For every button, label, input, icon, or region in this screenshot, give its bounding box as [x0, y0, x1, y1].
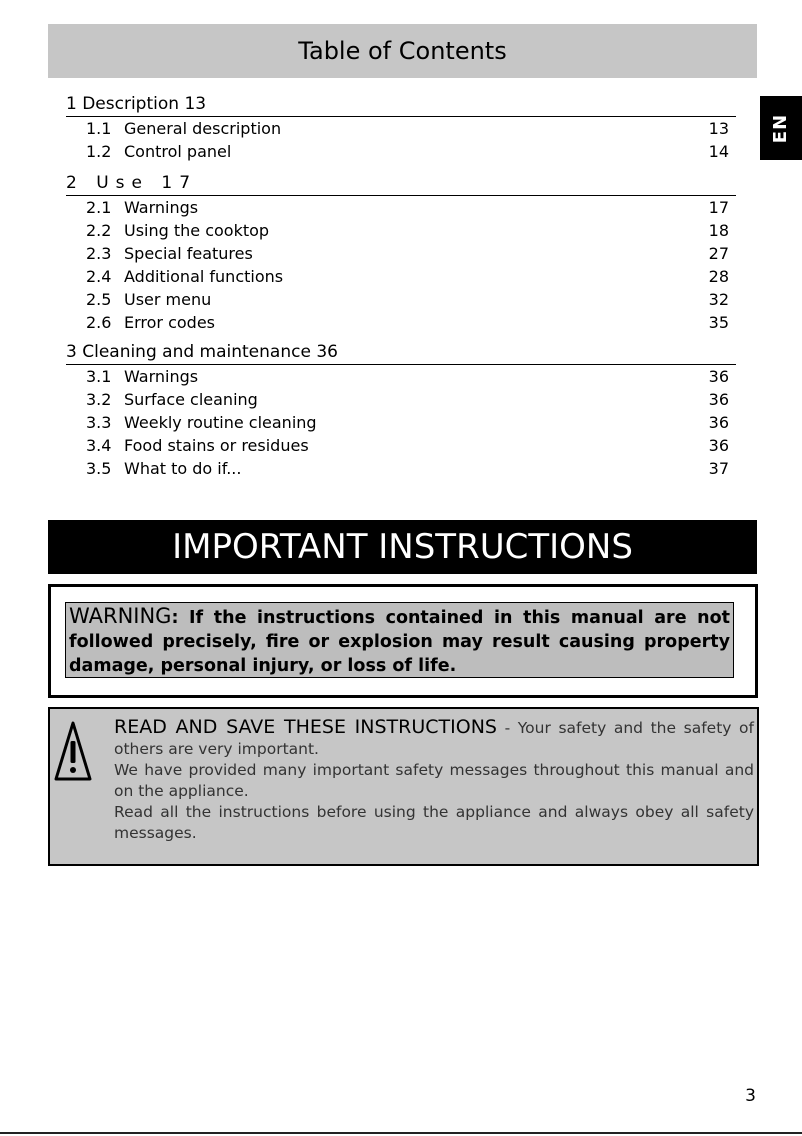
safety-line-2: We have provided many important safety messages throughout this manual and on the appliance. — [114, 761, 754, 800]
chapter-title[interactable]: 1 Description 13 — [66, 92, 736, 117]
entry-number: 2.5 — [86, 290, 112, 309]
important-instructions-banner: IMPORTANT INSTRUCTIONS — [48, 520, 757, 574]
entry-number: 3.3 — [86, 413, 112, 432]
toc-entry[interactable] — [66, 388, 736, 411]
table-of-contents — [66, 92, 736, 480]
toc-entry[interactable] — [66, 265, 736, 288]
entry-page: 13 — [708, 119, 729, 138]
entry-page: 37 — [708, 459, 729, 478]
entry-page: 28 — [708, 267, 729, 286]
toc-entry[interactable] — [66, 117, 736, 140]
entry-page: 17 — [708, 198, 729, 217]
entry-page: 35 — [708, 313, 729, 332]
entry-page: 36 — [708, 413, 729, 432]
entry-label: Surface cleaning — [124, 390, 258, 409]
entry-label: Control panel — [124, 142, 232, 161]
entry-number: 2.2 — [86, 221, 112, 240]
entry-label: Error codes — [124, 313, 216, 332]
entry-label: Food stains or residues — [124, 436, 309, 455]
safety-heading: READ AND SAVE THESE INSTRUCTIONS — [114, 716, 497, 738]
toc-entry[interactable] — [66, 434, 736, 457]
safety-paragraph — [114, 717, 754, 760]
entry-number: 1.1 — [86, 119, 112, 138]
safety-line-3: Read all the instructions before using the appliance and always obey all safety messages. — [114, 803, 754, 842]
chapter-title[interactable]: 3 Cleaning and maintenance 36 — [66, 340, 736, 365]
safety-notice — [48, 707, 759, 866]
safety-intro: - Your safety and the safety of others are very important. — [114, 719, 754, 758]
entry-page: 18 — [708, 221, 729, 240]
toc-entry[interactable] — [66, 196, 736, 219]
warning-triangle-icon — [54, 721, 92, 781]
entry-number: 2.4 — [86, 267, 112, 286]
entry-page: 36 — [708, 367, 729, 386]
toc-entry[interactable] — [66, 311, 736, 334]
entry-number: 3.5 — [86, 459, 112, 478]
entry-number: 2.3 — [86, 244, 112, 263]
entry-page: 36 — [708, 436, 729, 455]
toc-title: Table of Contents — [48, 24, 757, 78]
toc-entry[interactable] — [66, 242, 736, 265]
entry-number: 1.2 — [86, 142, 112, 161]
warning-text: : If the instructions contained in this manual are not followed precisely, fire or explosion may result causing property damage, personal injury, or loss of life. — [69, 608, 730, 676]
entry-label: User menu — [124, 290, 212, 309]
entry-label: Using the cooktop — [124, 221, 270, 240]
toc-entry[interactable] — [66, 140, 736, 163]
entry-label: Warnings — [124, 198, 199, 217]
warning-message — [65, 602, 734, 678]
entry-label: What to do if... — [124, 459, 242, 478]
entry-label: Special features — [124, 244, 253, 263]
toc-chapter-2 — [66, 171, 736, 334]
entry-page: 27 — [708, 244, 729, 263]
entry-number: 3.1 — [86, 367, 112, 386]
toc-entry[interactable] — [66, 411, 736, 434]
entry-label: Warnings — [124, 367, 199, 386]
entry-number: 3.4 — [86, 436, 112, 455]
entry-label: General description — [124, 119, 282, 138]
warning-box — [48, 584, 758, 698]
entry-label: Additional functions — [124, 267, 284, 286]
entry-page: 32 — [708, 290, 729, 309]
entry-label: Weekly routine cleaning — [124, 413, 317, 432]
toc-entry[interactable] — [66, 219, 736, 242]
warning-lead: WARNING — [69, 604, 172, 628]
toc-entry[interactable] — [66, 288, 736, 311]
toc-entry[interactable] — [66, 457, 736, 480]
bottom-rule — [0, 1132, 802, 1134]
toc-chapter-1 — [66, 92, 736, 163]
entry-number: 2.1 — [86, 198, 112, 217]
toc-entry[interactable] — [66, 365, 736, 388]
toc-chapter-3 — [66, 340, 736, 480]
entry-number: 3.2 — [86, 390, 112, 409]
entry-page: 36 — [708, 390, 729, 409]
entry-number: 2.6 — [86, 313, 112, 332]
page-number: 3 — [745, 1086, 756, 1106]
chapter-title[interactable]: 2 Use 17 — [66, 171, 736, 196]
safety-text — [114, 717, 754, 844]
language-tab — [760, 96, 802, 160]
entry-page: 14 — [708, 142, 729, 161]
language-tab-label: EN — [770, 113, 792, 143]
